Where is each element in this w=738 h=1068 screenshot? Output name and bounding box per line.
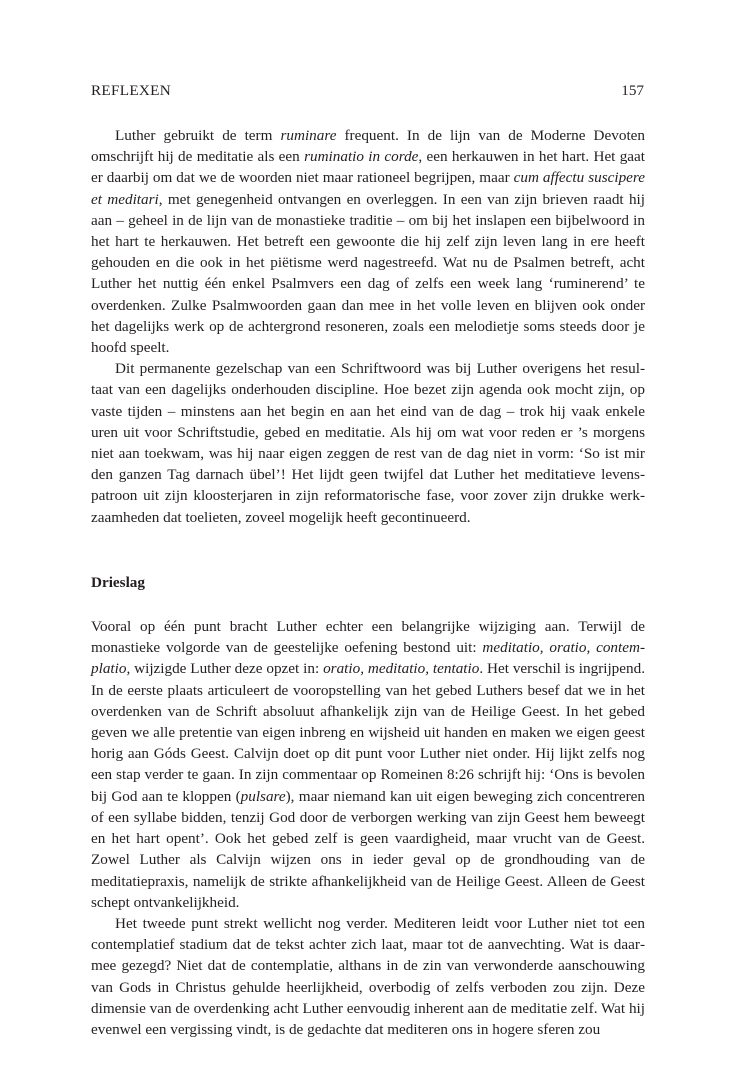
running-head: REFLEXEN — [91, 82, 172, 99]
text-run: ), maar niemand kan uit eigen beweging zich concentreren of een syllabe bidden, tenzij God door de verborgen werking van zijn Geest hem beweegt en het hart opent’. Ook het gebed zelf is geen vaardigheid, maar vrucht van de Geest. Zowel Luther als Calvijn wijzen ons in ieder geval op de grondhouding van de meditatiepraxis, namelijk de strikte afhankelijkheid van de Heilige Geest. Alleen de Geest schept ontvankelijkheid. — [91, 787, 645, 911]
text-run: . Het verschil is ingrijpend. In de eerste plaats articuleert de vooropstelling van het gebed Luthers besef dat we in het overdenken van de Schrift absoluut afhankelijk zijn van de Heilige Geest. In het gebed geven we alle pretentie van eigen inbreng en wijsheid uit handen en maken we eigen geest horig aan Góds Geest. Calvijn doet op dit punt voor Luther niet onder. Hij lijkt zelfs nog een stap verder te gaan. In zijn commentaar op Romeinen 8:26 schrijft hij: ‘Ons is bevolen bij God aan te kloppen ( — [91, 660, 646, 805]
italic-term: ruminatio in corde — [304, 148, 419, 166]
text-run: Het tweede punt strekt wellicht nog verder. Mediteren leidt voor Luther niet tot een contemplatief stadium dat de tekst achter zich laat, maar tot de aanvechting. Wat is daarmee gezegd? Niet dat de contemplatie, althans in de zin van verwonderde aanschouwing van Gods in Christus gehulde heerlijkheid, overbodig of zelfs verboden zou zijn. Deze dimensie van de overdenking acht Luther eenvoudig inherent aan de meditatie zelf. Wat hij evenwel een vergissing vindt, is de gedachte dat mediteren ons in hogere sferen zou — [91, 914, 645, 1038]
text-run: , een herkauwen in het hart. Het gaat er daarbij om dat we de woorden niet maar rationeel begrijpen, maar — [91, 148, 646, 187]
italic-term: meditatio, oratio, contemplatio, — [91, 639, 645, 678]
page-header — [91, 80, 644, 100]
paragraph — [91, 125, 645, 358]
text-run: Dit permanente gezelschap van een Schriftwoord was bij Luther overigens het resultaat van een dagelijks onderhouden discipline. Hoe bezet zijn agenda ook mocht zijn, op vaste tijden – minstens aan het begin en aan het eind van de dag – trok hij vaak enkele uren uit voor Schriftstudie, gebed en meditatie. Als hij om wat voor reden er ’s morgens niet aan toekwam, was hij naar eigen zeggen de rest van de dag niet in vorm: ‘So ist mir den ganzen Tag darnach übel’! Het lijdt geen twijfel dat Luther het meditatieve levenspatroon uit zijn kloosterjaren in zijn reformatorische fase, voor zover zijn drukke werkzaamheden dat toelieten, zoveel mogelijk heeft gecontinueerd. — [91, 360, 645, 526]
italic-term: pulsare — [240, 787, 286, 805]
text-run: frequent. In de lijn van de Moderne Devoten omschrijft hij de meditatie als een — [91, 127, 646, 166]
page-number: 157 — [621, 82, 644, 99]
paragraph — [91, 913, 645, 1040]
paragraph — [91, 616, 645, 913]
italic-term: ruminare — [280, 127, 337, 144]
italic-term: cum affectu suscipere et meditari — [91, 169, 645, 208]
text-run: wijzigde Luther deze opzet in: — [130, 660, 324, 678]
text-run: , met genegenheid ontvangen en overleggen. In een van zijn brieven raadt hij aan – geheel in de lijn van de monastieke traditie – om bij het inslapen een bijbelwoord in het hart te herkauwen. Het betreft een gewoonte die hij zelf zijn leven lang in ere heeft gehouden en die ook in het piëtisme werd nagestreefd. Wat nu de Psalmen betreft, acht Luther het nuttig één enkel Psalmvers een dag of zelfs een week lang ‘ruminerend’ te overdenken. Zulke Psalmwoorden gaan dan mee in het volle leven en blijven ook onder het dagelijks werk op de achtergrond resoneren, zoals een melodietje soms steeds door je hoofd speelt. — [91, 190, 645, 357]
italic-term: oratio, meditatio, tentatio — [323, 660, 480, 678]
section-heading: Drieslag — [91, 573, 145, 591]
page-body — [91, 125, 645, 1040]
text-run: Luther gebruikt de term — [115, 127, 281, 144]
text-run: Vooral op één punt bracht Luther echter een belangrijke wijziging aan. Terwijl de monastieke volgorde van de geestelijke oefening bestond uit: — [91, 618, 645, 657]
paragraph — [91, 358, 645, 528]
